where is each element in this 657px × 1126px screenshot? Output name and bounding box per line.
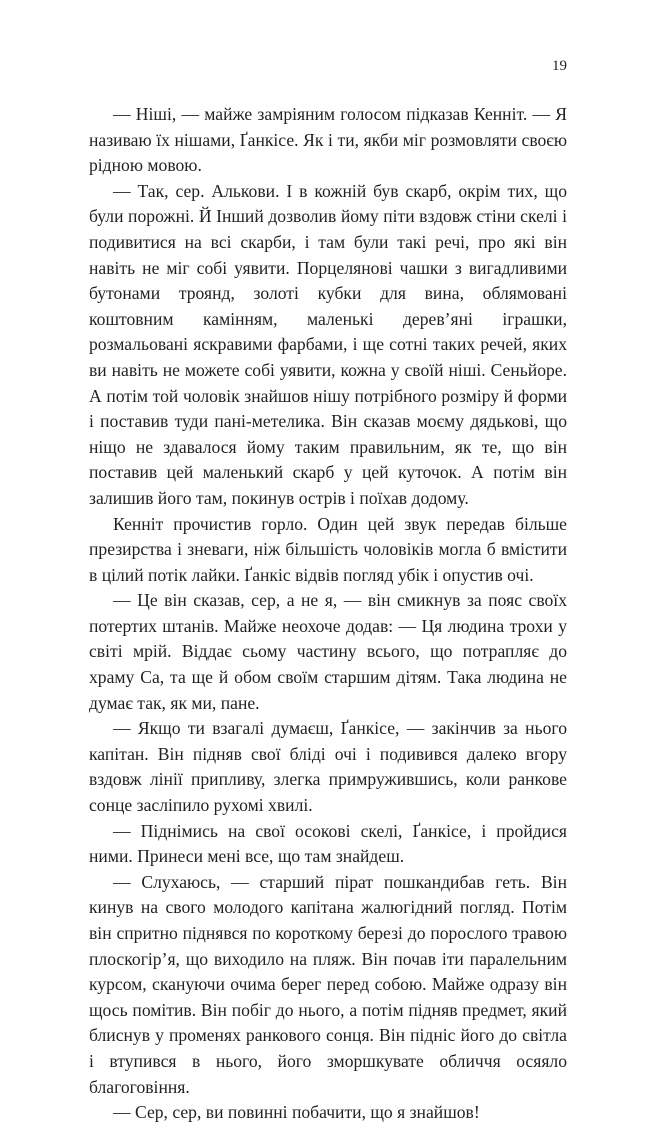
paragraph: — Піднімись на свої осокові скелі, Ґанкісе, і пройдися ними. Принеси мені все, що там знайдеш. [89, 820, 567, 867]
paragraph: — Сер, сер, ви повинні побачити, що я знайшов! [113, 1102, 480, 1123]
body-text [89, 102, 567, 1126]
paragraph: — Це він сказав, сер, а не я, — він смикнув за пояс своїх потертих штанів. Майже неохоче додав: — Ця людина трохи у світі мрій. Віддає сьому частину всього, що потрапляє до храму Са, та ще й обом своїм старшим дітям. Така людина не думає так, як ми, пане. [89, 590, 567, 713]
paragraph: — Так, сер. Алькови. І в кожній був скарб, окрім тих, що були порожні. Й Інший дозволив йому піти вздовж стіни скелі і подивитися на всі скарби, і там були такі речі, про які він навіть не міг собі уявити. Порцелянові чашки з вигадливими бутонами троянд, золоті кубки для вина, облямовані коштовним камінням, маленькі дерев’яні іграшки, розмальовані яскравими фарбами, і ще сотні таких речей, яких ви навіть не можете собі уявити, кожна у своїй ніші. Сеньйоре. А потім той чоловік знайшов нішу потрібного розміру й форми і поставив туди пані-метелика. Він сказав моєму дядькові, що ніщо не здавалося йому таким правильним, як те, що він поставив цей маленький скарб у цей куточок. А потім він залишив його там, покинув острів і поїхав додому. [89, 180, 567, 508]
paragraph: — Ніші, — майже замріяним голосом підказав Кенніт. — Я називаю їх нішами, Ґанкісе. Як і ти, якби міг розмовляти своєю рідною мовою. [89, 104, 567, 176]
paragraph: — Слухаюсь, — старший пірат пошкандибав геть. Він кинув на свого молодого капітана жалюгідний погляд. Потім він спритно піднявся по короткому березі до порослого травою плоскогір’я, що виходило на пляж. Він почав іти паралельним курсом, скануючи очима берег перед собою. Майже одразу він щось помітив. Він побіг до нього, а потім підняв предмет, який блиснув у променях ранкового сонця. Він підніс його до світла і втупився в нього, його зморшкувате обличчя осяяло благоговіння. [89, 871, 567, 1097]
paragraph: — Якщо ти взагалі думаєш, Ґанкісе, — закінчив за нього капітан. Він підняв свої бліді очі і подивився далеко вгору вздовж лінії припливу, злегка примружившись, коли ранкове сонце засліпило рухомі хвилі. [89, 718, 567, 816]
page-number: 19 [552, 58, 567, 74]
paragraph: Кенніт прочистив горло. Один цей звук передав більше презирства і зневаги, ніж більшість чоловіків могла б вмістити в цілий потік лайки. Ґанкіс відвів погляд убік і опустив очі. [89, 513, 567, 585]
